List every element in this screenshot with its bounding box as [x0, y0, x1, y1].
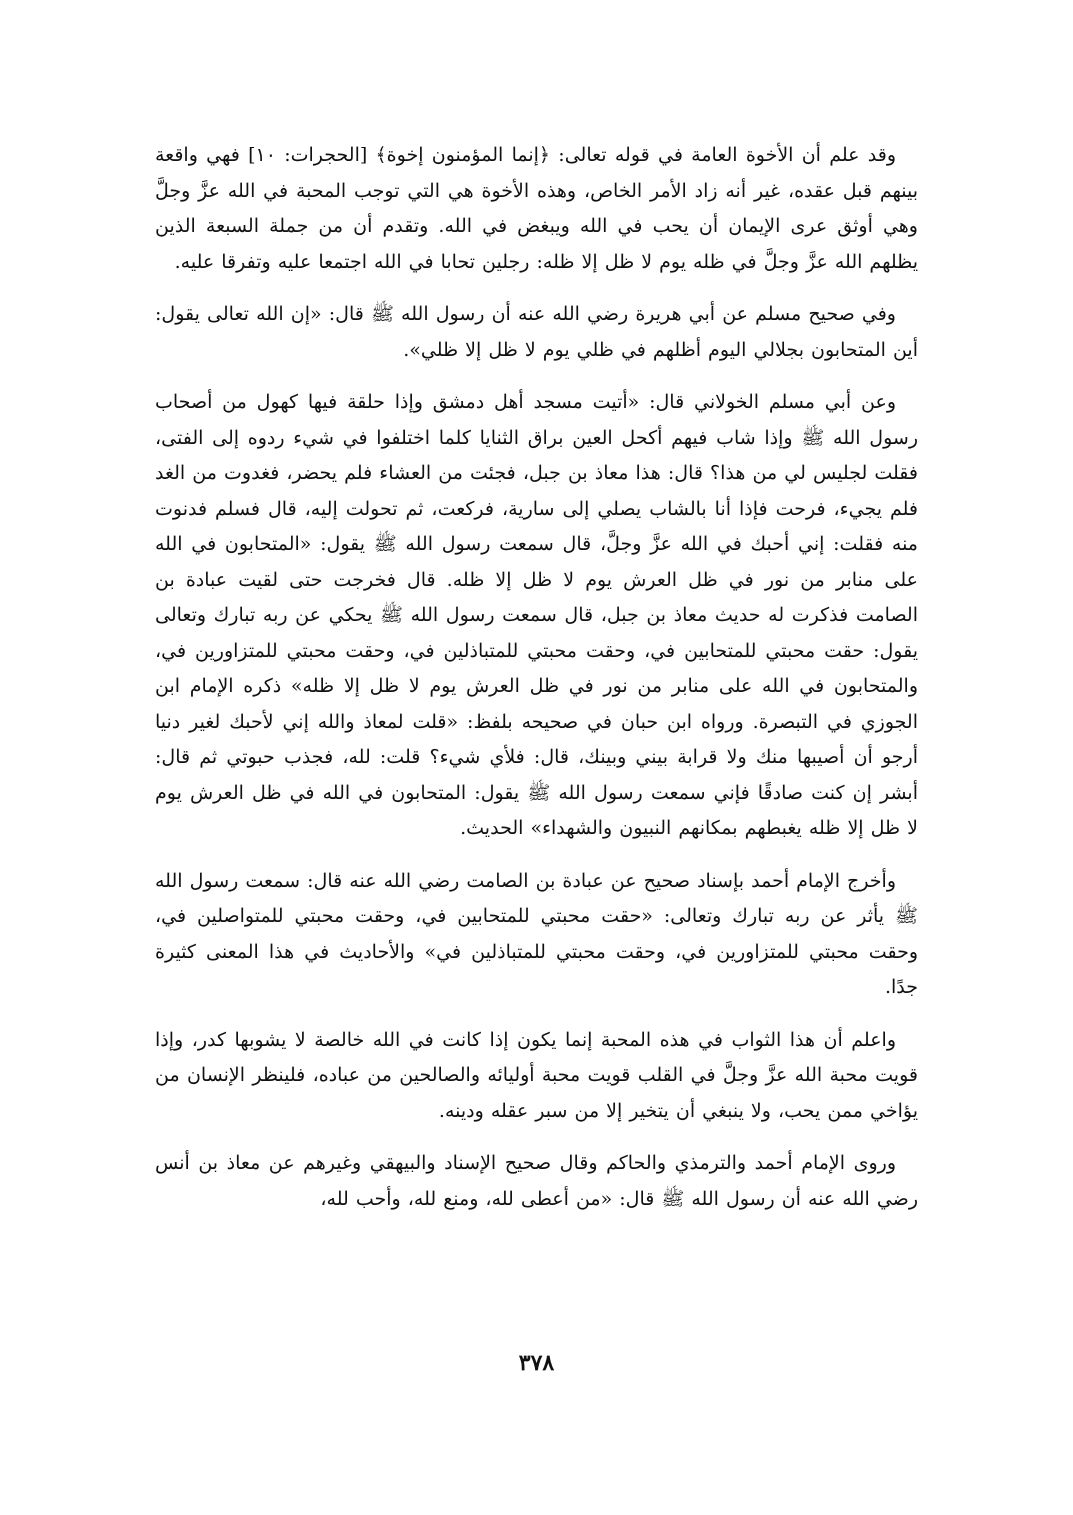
paragraph-brotherhood: وقد علم أن الأخوة العامة في قوله تعالى: ﴿إنما المؤمنون إخوة﴾ [الحجرات: ١٠] فهي واقعة بينهم قبل عقده، غير أنه زاد الأمر الخاص، وهذه الأخوة هي التي توجب المحبة في الله عزَّ وجلَّ وهي أوثق عرى الإيمان أن يحب في الله ويبغض في الله. وتقدم أن من جملة السبعة الذين يظلهم الله عزَّ وجلَّ في ظله يوم لا ظل إلا ظله: رجلين تحابا في الله اجتمعا عليه وتفرقا عليه. — [155, 144, 918, 273]
paragraph-ahmad-ubada: وأخرج الإمام أحمد بإسناد صحيح عن عبادة بن الصامت رضي الله عنه قال: سمعت رسول الله ﷺ يأثر عن ربه تبارك وتعالى: «حقت محبتي للمتحابين في، وحقت محبتي للمتواصلين في، وحقت محبتي للمتزاورين في، وحقت محبتي للمتباذلين في» والأحاديث في هذا المعنى كثيرة جدًا. — [155, 869, 918, 998]
page-body — [155, 138, 918, 1234]
page-number: ٣٧٨ — [518, 1350, 555, 1376]
paragraph-muslim-hadith: وفي صحيح مسلم عن أبي هريرة رضي الله عنه أن رسول الله ﷺ قال: «إن الله تعالى يقول: أين المتحابون بجلالي اليوم أظلهم في ظلي يوم لا ظل إلا ظلي». — [155, 303, 918, 361]
paragraph-reward-condition: واعلم أن هذا الثواب في هذه المحبة إنما يكون إذا كانت في الله خالصة لا يشوبها كدر، وإذا قويت محبة الله عزَّ وجلَّ في القلب قويت محبة أوليائه والصالحين من عباده، فلينظر الإنسان من يؤاخي ممن يحب، ولا ينبغي أن يتخير إلا من سبر عقله ودينه. — [155, 1028, 918, 1122]
paragraph-muadh-anas: وروى الإمام أحمد والترمذي والحاكم وقال صحيح الإسناد والبيهقي وغيرهم عن معاذ بن أنس رضي الله عنه أن رسول الله ﷺ قال: «من أعطى لله، ومنع لله، وأحب لله، — [155, 1152, 918, 1210]
paragraph-abu-muslim: وعن أبي مسلم الخولاني قال: «أتيت مسجد أهل دمشق وإذا حلقة فيها كهول من أصحاب رسول الله ﷺ وإذا شاب فيهم أكحل العين براق الثنايا كلما اختلفوا في شيء ردوه إلى الفتى، فقلت لجليس لي من هذا؟ قال: هذا معاذ بن جبل، فجئت من العشاء فلم يحضر، فغدوت من الغد فلم يجيء، فرحت فإذا أنا بالشاب يصلي إلى سارية، فركعت، ثم تحولت إليه، قال فسلم فدنوت منه فقلت: إني أحبك في الله عزَّ وجلَّ، قال سمعت رسول الله ﷺ يقول: «المتحابون في الله على منابر من نور في ظل العرش يوم لا ظل إلا ظله. قال فخرجت حتى لقيت عبادة بن الصامت فذكرت له حديث معاذ بن جبل، قال سمعت رسول الله ﷺ يحكي عن ربه تبارك وتعالى يقول: حقت محبتي للمتحابين في، وحقت محبتي للمتباذلين في، وحقت محبتي للمتزاورين في، والمتحابون في الله على منابر من نور في ظل العرش يوم لا ظل إلا ظله» ذكره الإمام ابن الجوزي في التبصرة. ورواه ابن حبان في صحيحه بلفظ: «قلت لمعاذ والله إني لأحبك لغير دنيا أرجو أن أصيبها منك ولا قرابة بيني وبينك، قال: فلأي شيء؟ قلت: لله، فجذب حبوتي ثم قال: أبشر إن كنت صادقًا فإني سمعت رسول الله ﷺ يقول: المتحابون في الله في ظل العرش يوم لا ظل إلا ظله يغبطهم بمكانهم النبيون والشهداء» الحديث. — [155, 391, 918, 839]
